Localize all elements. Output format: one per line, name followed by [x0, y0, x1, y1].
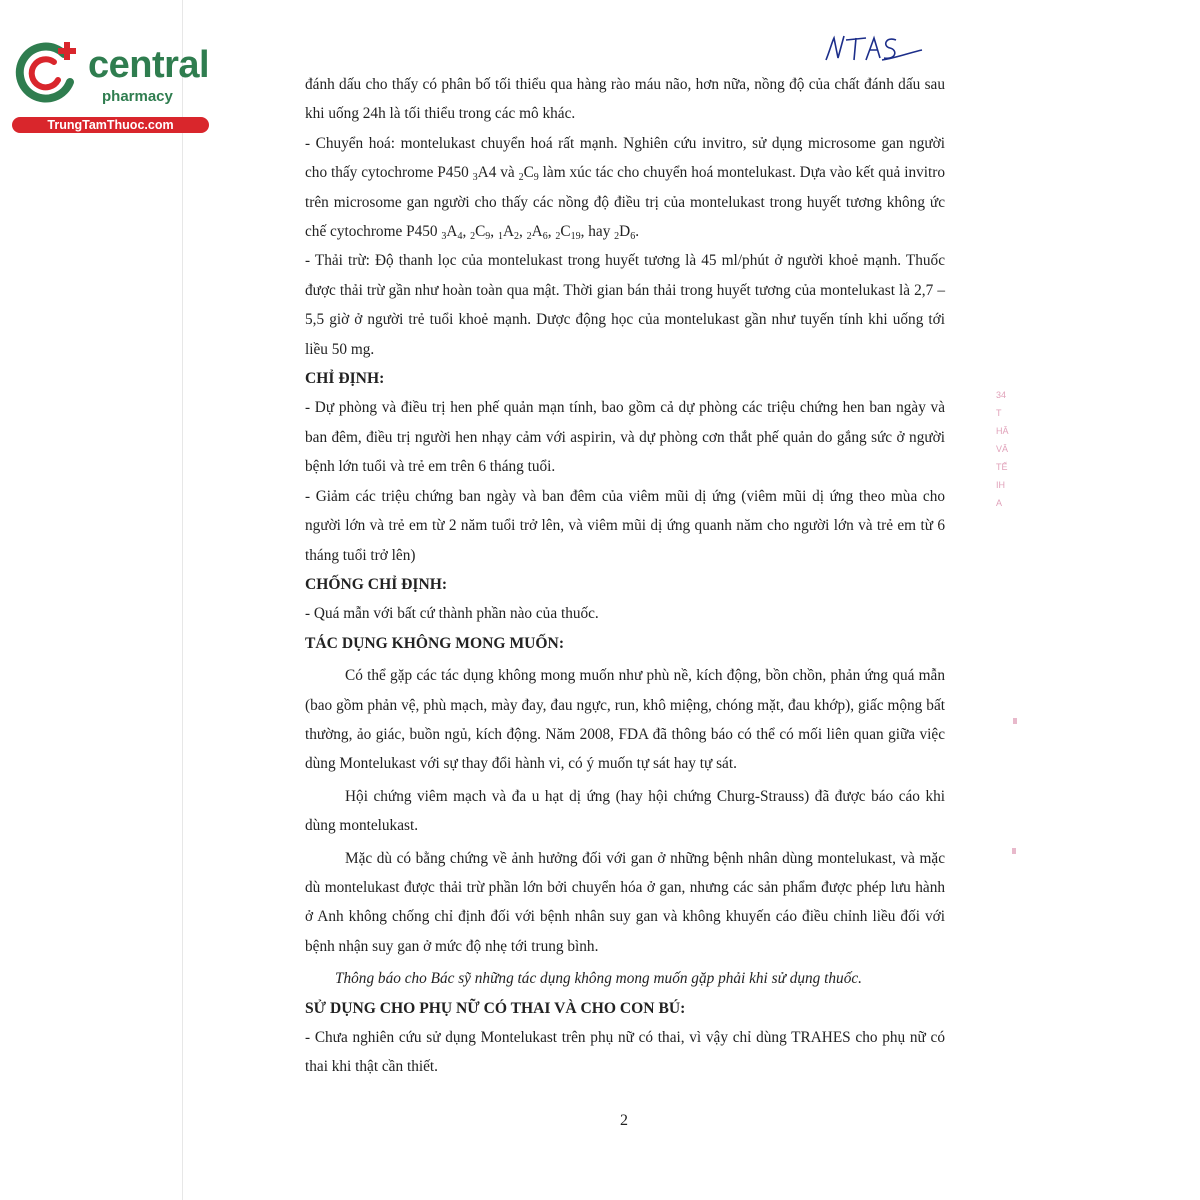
- subscript: 2: [518, 172, 524, 184]
- paragraph-side-effects: Có thể gặp các tác dụng không mong muốn như phù nề, kích động, bồn chồn, phản ứng quá mẫn (bao gồm phản vệ, phù mạch, mày đay, đau ngực, run, khô miệng, chóng mặt, đau khớp), giấc mộng bất thường, ảo giác, buồn ngủ, kích động. Năm 2008, FDA đã thông báo có thể có mối liên quan giữa việc dùng Montelukast với sự thay đổi hành vi, có ý muốn tự sát hay tự sát.: [305, 667, 945, 773]
- subscript: 6: [542, 231, 548, 243]
- metabolism-text: - Chuyển hoá: montelukast chuyển hoá rất mạnh. Nghiên cứu invitro, sử dụng microsome gan người cho thấy cytochrome P450: [305, 134, 945, 182]
- stamp-line: TẾ: [996, 462, 1008, 472]
- stamp-line: T: [996, 408, 1002, 418]
- enzyme-list: $_3A_4$, $_2C_9$, $_1A_2$, $_2A_6$, $_2C_{19}$, hay $_2D_6$.: [441, 223, 640, 243]
- page-number: 2: [620, 1112, 628, 1129]
- stamp-speck: [1012, 848, 1016, 854]
- stamp-line: HÂ: [996, 426, 1009, 436]
- document-body: [305, 70, 945, 1082]
- metabolism-text: A4 và: [477, 164, 515, 182]
- handwritten-signature: [822, 30, 926, 66]
- enzyme-letter: D: [619, 223, 631, 241]
- subscript: 2: [514, 231, 520, 243]
- paragraph-indication-asthma: - Dự phòng và điều trị hen phế quản mạn tính, bao gồm cả dự phòng các triệu chứng hen ban ngày và ban đêm, điều trị người hen nhạy cảm với aspirin, và dự phòng cơn thắt phế quản do gắng sức ở người bệnh lớn tuổi và trẻ em trên 6 tháng tuổi.: [305, 399, 945, 476]
- heading-pregnancy: SỬ DỤNG CHO PHỤ NỮ CÓ THAI VÀ CHO CON BÚ:: [305, 999, 686, 1017]
- heading-indications: CHỈ ĐỊNH:: [305, 370, 385, 388]
- metabolism-text: hay: [588, 223, 611, 241]
- stamp-line: VÂ: [996, 444, 1009, 454]
- enzyme-letter: C: [560, 223, 571, 241]
- subscript: 9: [533, 172, 539, 184]
- paragraph-contraindication: - Quá mẫn với bất cứ thành phần nào của thuốc.: [305, 605, 599, 623]
- metabolism-text: làm xúc tác cho chuyển hoá montelukast. Dựa vào kết quả invitro trên microsome gan người cho thấy các nồng độ điều trị của montelukast trong huyết tương không ức chế cytochrome P450: [305, 164, 945, 241]
- paragraph-distribution: đánh dấu cho thấy có phân bố tối thiểu qua hàng rào máu não, hơn nữa, nồng độ của chất đánh dấu sau khi uống 24h là tối thiểu trong các mô khác.: [305, 76, 945, 123]
- stamp-line: IH: [996, 480, 1005, 490]
- paragraph-metabolism: [305, 129, 945, 247]
- stamp-speck: [1013, 718, 1017, 724]
- enzyme-letter: A: [446, 223, 458, 241]
- subscript: 19: [570, 231, 581, 243]
- pharmacy-cross-logo-icon: [12, 38, 80, 106]
- stamp-line: A: [996, 498, 1003, 508]
- enzyme-letter: A: [502, 223, 515, 241]
- subscript: 1: [497, 231, 503, 243]
- enzyme-letter: C: [475, 223, 486, 241]
- heading-contraindications: CHỐNG CHỈ ĐỊNH:: [305, 575, 448, 593]
- brand-name: central: [88, 44, 210, 86]
- paragraph-indication-rhinitis: - Giảm các triệu chứng ban ngày và ban đêm của viêm mũi dị ứng (viêm mũi dị ứng theo mùa cho người lớn và trẻ em từ 2 năm tuổi trở lên, và viêm mũi dị ứng quanh năm cho người lớn và trẻ em từ 6 tháng tuổi trở lên): [305, 487, 945, 564]
- paragraph-elimination: - Thải trừ: Độ thanh lọc của montelukast trong huyết tương là 45 ml/phút ở người khoẻ mạnh. Thuốc được thải trừ gần như hoàn toàn qua mật. Thời gian bán thải trong huyết tương của montelukast là 2,7 – 5,5 giờ ở người trẻ tuổi khoẻ mạnh. Dược động học của montelukast gần như tuyến tính khi uống tới liều 50 mg.: [305, 252, 945, 358]
- brand-logo[interactable]: [12, 38, 212, 134]
- paragraph-doctor-note: Thông báo cho Bác sỹ những tác dụng không mong muốn gặp phải khi sử dụng thuốc.: [335, 970, 862, 988]
- subscript: 3: [441, 231, 447, 243]
- subscript: 2: [614, 231, 620, 243]
- enzyme-letter: A: [531, 223, 543, 241]
- subscript: 3: [472, 172, 478, 184]
- metabolism-text: C: [523, 164, 534, 182]
- subscript: 2: [470, 231, 476, 243]
- paragraph-pregnancy: - Chưa nghiên cứu sử dụng Montelukast trên phụ nữ có thai, vì vậy chỉ dùng TRAHES cho phụ nữ có thai khi thật cần thiết.: [305, 1029, 945, 1076]
- faded-stamp: [996, 386, 1024, 536]
- stamp-line: 34: [996, 390, 1007, 400]
- subscript: 2: [526, 231, 532, 243]
- brand-url[interactable]: TrungTamThuoc.com: [12, 117, 209, 133]
- subscript: 4: [457, 231, 463, 243]
- brand-subtitle: pharmacy: [102, 88, 173, 105]
- subscript: 6: [630, 231, 636, 243]
- paragraph-liver: Mặc dù có bằng chứng về ảnh hưởng đối với gan ở những bệnh nhân dùng montelukast, và mặc dù montelukast được thải trừ phần lớn bởi chuyển hóa ở gan, nhưng các sản phẩm được phép lưu hành ở Anh không chống chỉ định đối với bệnh nhân suy gan và không khuyến cáo điều chỉnh liều đối với bệnh nhận suy gan ở mức độ nhẹ tới trung bình.: [305, 849, 945, 955]
- paragraph-churg-strauss: Hội chứng viêm mạch và đa u hạt dị ứng (hay hội chứng Churg-Strauss) đã được báo cáo khi dùng montelukast.: [305, 787, 945, 835]
- subscript: 9: [485, 231, 491, 243]
- subscript: 2: [555, 231, 561, 243]
- heading-side-effects: TÁC DỤNG KHÔNG MONG MUỐN:: [305, 634, 565, 652]
